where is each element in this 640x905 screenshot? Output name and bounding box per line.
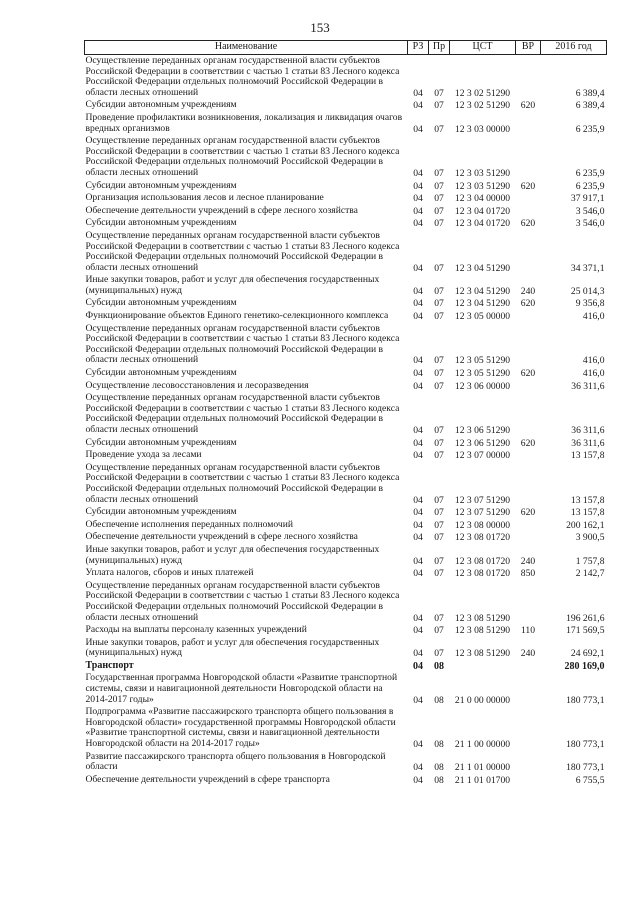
row-amount: 6 755,5 xyxy=(575,774,605,786)
row-name: Субсидии автономным учреждениям xyxy=(85,297,237,309)
row-rz: 04 xyxy=(413,100,423,112)
row-amount: 34 371,1 xyxy=(570,262,605,274)
row-cst: 12 3 06 00000 xyxy=(454,380,511,392)
row-cst: 12 3 07 51290 xyxy=(454,507,511,519)
row-amount: 416,0 xyxy=(582,355,605,367)
row-rz: 04 xyxy=(413,507,423,519)
table-row xyxy=(85,180,607,193)
table-row xyxy=(85,751,607,774)
row-cst: 12 3 08 01720 xyxy=(454,532,511,544)
row-name: Субсидии автономным учреждениям xyxy=(85,99,237,111)
row-cst xyxy=(450,660,516,673)
budget-table xyxy=(84,40,607,786)
row-pr: 07 xyxy=(434,625,444,637)
row-cst: 12 3 04 51290 xyxy=(454,285,511,297)
row-cst: 12 3 05 51290 xyxy=(454,355,511,367)
row-amount: 6 389,4 xyxy=(575,100,605,112)
row-amount: 3 546,0 xyxy=(575,218,605,230)
row-name: Расходы на выплаты персоналу казенных учреждений xyxy=(85,624,307,636)
row-name: Осуществление переданных органам государственной власти субъектов Российской Федерации в соответствии с частью 1 статьи 83 Лесного кодекса Российской Федерации отдельных полномочий Российской Федерации в области лесных отношений xyxy=(85,135,400,178)
row-amount: 6 235,9 xyxy=(575,123,605,135)
row-rz: 04 xyxy=(413,694,423,706)
row-rz: 04 xyxy=(413,660,423,672)
row-cst: 12 3 04 01720 xyxy=(454,218,511,230)
row-pr: 08 xyxy=(434,660,444,672)
row-rz: 04 xyxy=(413,612,423,624)
row-amount: 280 169,0 xyxy=(564,660,605,672)
row-amount: 25 014,3 xyxy=(570,285,605,297)
header-year: 2016 год xyxy=(541,41,607,55)
table-row xyxy=(85,274,607,297)
table-row xyxy=(85,519,607,532)
row-amount: 24 692,1 xyxy=(570,648,605,660)
row-amount: 13 157,8 xyxy=(570,507,605,519)
row-pr: 08 xyxy=(434,739,444,751)
row-name: Развитие пассажирского транспорта общего пользования в Новгородской области xyxy=(85,750,386,773)
row-vr xyxy=(516,323,541,367)
header-cst: ЦСТ xyxy=(450,41,516,55)
row-vr: 240 xyxy=(520,285,536,297)
row-vr: 620 xyxy=(520,218,536,230)
table-row xyxy=(85,230,607,274)
row-amount: 416,0 xyxy=(582,311,605,323)
table-header-row xyxy=(85,41,607,55)
row-vr: 850 xyxy=(520,568,536,580)
row-cst: 21 1 00 00000 xyxy=(454,739,511,751)
row-rz: 04 xyxy=(413,425,423,436)
row-name: Обеспечение деятельности учреждений в сфере транспорта xyxy=(85,773,330,785)
row-rz: 04 xyxy=(413,437,423,449)
row-cst: 21 1 01 00000 xyxy=(454,762,511,774)
row-cst: 12 3 08 51290 xyxy=(454,625,511,637)
row-amount: 36 311,6 xyxy=(571,437,605,449)
table-row xyxy=(85,205,607,218)
row-rz: 04 xyxy=(413,262,423,274)
row-name: Осуществление переданных органам государственной власти субъектов Российской Федерации в соответствии с частью 1 статьи 83 Лесного кодекса Российской Федерации отдельных полномочий Российской Федерации в области лесных отношений xyxy=(85,55,400,98)
row-rz: 04 xyxy=(413,532,423,544)
row-vr: 620 xyxy=(520,180,536,192)
row-rz: 04 xyxy=(413,218,423,230)
row-name: Обеспечение деятельности учреждений в сфере лесного хозяйства xyxy=(85,204,358,216)
row-cst: 12 3 06 51290 xyxy=(454,437,511,449)
row-pr: 07 xyxy=(434,450,444,462)
row-rz: 04 xyxy=(413,123,423,135)
row-rz: 04 xyxy=(413,774,423,786)
table-row xyxy=(85,449,607,462)
row-pr: 07 xyxy=(434,555,444,567)
row-pr: 07 xyxy=(434,612,444,624)
row-pr: 07 xyxy=(434,100,444,112)
row-vr: 620 xyxy=(520,368,536,380)
row-pr: 07 xyxy=(434,180,444,192)
row-name: Осуществление переданных органам государственной власти субъектов Российской Федерации в соответствии с частью 1 статьи 83 Лесного кодекса Российской Федерации отдельных полномочий Российской Федерации в области лесных отношений xyxy=(85,322,400,366)
row-cst: 12 3 04 01720 xyxy=(454,205,511,217)
table-row xyxy=(85,660,607,673)
row-name: Обеспечение деятельности учреждений в сфере лесного хозяйства xyxy=(85,531,358,543)
row-cst: 12 3 08 51290 xyxy=(454,612,511,624)
row-amount: 37 917,1 xyxy=(570,193,605,205)
row-vr xyxy=(516,230,541,274)
row-pr: 07 xyxy=(434,355,444,367)
row-rz: 04 xyxy=(413,648,423,660)
row-vr xyxy=(516,672,541,706)
header-vr: ВР xyxy=(516,41,541,55)
row-name: Иные закупки товаров, работ и услуг для обеспечения государственных (муниципальных) нужд xyxy=(85,636,380,659)
row-amount: 171 569,5 xyxy=(566,625,605,637)
table-row xyxy=(85,99,607,112)
table-row xyxy=(85,217,607,230)
row-name: Осуществление переданных органам государственной власти субъектов Российской Федерации в соответствии с частью 1 статьи 83 Лесного кодекса Российской Федерации отдельных полномочий Российской Федерации в области лесных отношений xyxy=(85,579,400,623)
table-row xyxy=(85,310,607,323)
row-vr xyxy=(516,392,541,436)
row-amount: 6 389,4 xyxy=(575,87,605,99)
row-rz: 04 xyxy=(413,193,423,205)
row-name: Осуществление переданных органам государственной власти субъектов Российской Федерации в соответствии с частью 1 статьи 83 Лесного кодекса Российской Федерации отдельных полномочий Российской Федерации в области лесных отношений xyxy=(85,392,400,435)
row-vr xyxy=(516,774,541,787)
row-name: Проведение ухода за лесами xyxy=(85,449,202,461)
row-name: Субсидии автономным учреждениям xyxy=(85,436,237,448)
row-cst: 12 3 04 00000 xyxy=(454,193,511,205)
row-amount: 3 546,0 xyxy=(575,205,605,217)
row-vr: 240 xyxy=(520,555,536,567)
row-name: Субсидии автономным учреждениям xyxy=(85,217,237,229)
table-row xyxy=(85,367,607,380)
row-rz: 04 xyxy=(413,450,423,462)
table-row xyxy=(85,112,607,135)
row-pr: 07 xyxy=(434,218,444,230)
row-rz: 04 xyxy=(413,739,423,751)
row-pr: 07 xyxy=(434,568,444,580)
row-cst: 12 3 07 00000 xyxy=(454,450,511,462)
row-name: Субсидии автономным учреждениям xyxy=(85,367,237,379)
row-amount: 6 235,9 xyxy=(575,167,605,179)
row-amount: 180 773,1 xyxy=(566,739,605,751)
row-pr: 07 xyxy=(434,437,444,449)
row-pr: 07 xyxy=(434,167,444,179)
row-pr: 08 xyxy=(434,774,444,786)
row-rz: 04 xyxy=(413,568,423,580)
row-pr: 07 xyxy=(434,285,444,297)
row-pr: 07 xyxy=(434,311,444,323)
row-amount: 36 311,6 xyxy=(571,380,605,392)
header-name: Наименование xyxy=(85,41,408,55)
table-row xyxy=(85,624,607,637)
table-row xyxy=(85,437,607,450)
table-row xyxy=(85,506,607,519)
row-pr: 07 xyxy=(434,87,444,99)
row-amount: 3 900,5 xyxy=(575,532,605,544)
row-rz: 04 xyxy=(413,555,423,567)
row-name: Организация использования лесов и лесное планирование xyxy=(85,192,324,204)
row-amount: 200 162,1 xyxy=(566,519,605,531)
row-cst: 12 3 05 00000 xyxy=(454,311,511,323)
table-row xyxy=(85,462,607,506)
row-cst: 12 3 02 51290 xyxy=(454,100,511,112)
table-body xyxy=(85,55,607,787)
row-amount: 180 773,1 xyxy=(566,762,605,774)
row-name: Осуществление переданных органам государственной власти субъектов Российской Федерации в соответствии с частью 1 статьи 83 Лесного кодекса Российской Федерации отдельных полномочий Российской Федерации в области лесных отношений xyxy=(85,461,400,505)
row-vr xyxy=(516,580,541,624)
row-name: Субсидии автономным учреждениям xyxy=(85,179,237,191)
table-row xyxy=(85,380,607,393)
row-rz: 04 xyxy=(413,87,423,99)
row-vr xyxy=(516,380,541,393)
table-row xyxy=(85,55,607,100)
page-number: 153 xyxy=(310,20,330,35)
row-cst: 12 3 08 01720 xyxy=(454,555,511,567)
row-cst: 12 3 04 51290 xyxy=(454,298,511,310)
row-vr: 620 xyxy=(520,507,536,519)
row-cst: 12 3 03 51290 xyxy=(454,180,511,192)
row-cst: 12 3 07 51290 xyxy=(454,494,511,506)
row-name: Иные закупки товаров, работ и услуг для обеспечения государственных (муниципальных) нужд xyxy=(85,543,380,566)
row-rz: 04 xyxy=(413,311,423,323)
row-name: Осуществление лесовосстановления и лесоразведения xyxy=(85,379,309,391)
row-rz: 04 xyxy=(413,298,423,310)
row-amount: 13 157,8 xyxy=(570,494,605,506)
row-vr xyxy=(516,192,541,205)
header-rz: РЗ xyxy=(408,41,429,55)
row-vr: 110 xyxy=(520,625,536,637)
row-vr xyxy=(516,462,541,506)
row-pr: 07 xyxy=(434,262,444,274)
table-row xyxy=(85,192,607,205)
row-pr: 07 xyxy=(434,425,444,436)
row-cst: 12 3 06 51290 xyxy=(454,425,511,436)
row-vr xyxy=(516,706,541,750)
table-row xyxy=(85,544,607,567)
row-vr xyxy=(516,310,541,323)
row-vr xyxy=(516,135,541,179)
table-row xyxy=(85,774,607,787)
row-amount: 416,0 xyxy=(582,368,605,380)
row-rz: 04 xyxy=(413,180,423,192)
row-name: Функционирование объектов Единого генетико-селекционного комплекса xyxy=(85,310,389,322)
row-cst: 12 3 08 01720 xyxy=(454,568,511,580)
row-cst: 21 0 00 00000 xyxy=(454,694,511,706)
row-pr: 07 xyxy=(434,298,444,310)
row-name: Государственная программа Новгородской области «Развитие транспортной системы, связи и навигационной деятельности Новгородской области на 2014-2017 годы» xyxy=(85,672,398,705)
row-cst: 12 3 03 51290 xyxy=(454,167,511,179)
table-row xyxy=(85,297,607,310)
row-amount: 6 235,9 xyxy=(575,180,605,192)
table-row xyxy=(85,706,607,750)
row-name: Осуществление переданных органам государственной власти субъектов Российской Федерации в соответствии с частью 1 статьи 83 Лесного кодекса Российской Федерации отдельных полномочий Российской Федерации в области лесных отношений xyxy=(85,229,400,273)
row-rz: 04 xyxy=(413,380,423,392)
row-vr xyxy=(516,531,541,544)
row-pr: 08 xyxy=(434,762,444,774)
row-amount: 180 773,1 xyxy=(566,694,605,706)
table-row xyxy=(85,672,607,706)
row-cst: 21 1 01 01700 xyxy=(454,774,511,786)
row-pr: 07 xyxy=(434,507,444,519)
row-pr: 07 xyxy=(434,532,444,544)
row-amount: 36 311,6 xyxy=(571,425,605,436)
row-vr xyxy=(516,519,541,532)
row-pr: 07 xyxy=(434,519,444,531)
row-name: Проведение профилактики возникновения, локализация и ликвидация очагов вредных организмов xyxy=(85,111,403,134)
row-pr: 07 xyxy=(434,494,444,506)
row-vr xyxy=(516,751,541,774)
row-rz: 04 xyxy=(413,519,423,531)
table-row xyxy=(85,567,607,580)
table-row xyxy=(85,323,607,367)
row-name: Обеспечение исполнения переданных полномочий xyxy=(85,518,293,530)
row-rz: 04 xyxy=(413,285,423,297)
row-pr: 07 xyxy=(434,368,444,380)
row-vr xyxy=(516,660,541,673)
row-rz: 04 xyxy=(413,762,423,774)
row-cst: 12 3 04 51290 xyxy=(454,262,511,274)
row-amount: 196 261,6 xyxy=(566,612,605,624)
row-cst: 12 3 03 00000 xyxy=(454,123,511,135)
row-name: Субсидии автономным учреждениям xyxy=(85,506,237,518)
row-name: Подпрограмма «Развитие пассажирского транспорта общего пользования в Новгородской области» государственной программы Новгородской области «Развитие транспортной системы, связи и навигационной деятельности Новгородской области на 2014-2017 годы» xyxy=(85,706,396,750)
row-cst: 12 3 05 51290 xyxy=(454,368,511,380)
table-row xyxy=(85,135,607,179)
row-name: Иные закупки товаров, работ и услуг для обеспечения государственных (муниципальных) нужд xyxy=(85,274,380,296)
row-vr: 620 xyxy=(520,100,536,112)
row-vr xyxy=(516,55,541,100)
row-vr: 240 xyxy=(520,648,536,660)
row-rz: 04 xyxy=(413,368,423,380)
row-amount: 1 757,8 xyxy=(575,555,605,567)
row-pr: 07 xyxy=(434,380,444,392)
row-name: Транспорт xyxy=(85,659,134,671)
row-pr: 07 xyxy=(434,205,444,217)
row-cst: 12 3 08 00000 xyxy=(454,519,511,531)
row-rz: 04 xyxy=(413,205,423,217)
row-vr xyxy=(516,205,541,218)
row-amount: 2 142,7 xyxy=(575,568,605,580)
row-vr xyxy=(516,449,541,462)
row-vr xyxy=(516,112,541,135)
row-pr: 07 xyxy=(434,123,444,135)
table-row xyxy=(85,531,607,544)
row-pr: 07 xyxy=(434,648,444,660)
row-pr: 07 xyxy=(434,193,444,205)
row-cst: 12 3 02 51290 xyxy=(454,87,511,99)
row-vr: 620 xyxy=(520,437,536,449)
row-rz: 04 xyxy=(413,355,423,367)
row-pr: 08 xyxy=(434,694,444,706)
row-rz: 04 xyxy=(413,625,423,637)
header-pr: Пр xyxy=(429,41,450,55)
row-cst: 12 3 08 51290 xyxy=(454,648,511,660)
row-rz: 04 xyxy=(413,167,423,179)
row-rz: 04 xyxy=(413,494,423,506)
row-name: Уплата налогов, сборов и иных платежей xyxy=(85,567,254,579)
row-vr: 620 xyxy=(520,298,536,310)
row-amount: 13 157,8 xyxy=(570,450,605,462)
row-amount: 9 356,8 xyxy=(575,298,605,310)
table-row xyxy=(85,580,607,624)
table-row xyxy=(85,392,607,436)
table-row xyxy=(85,637,607,660)
